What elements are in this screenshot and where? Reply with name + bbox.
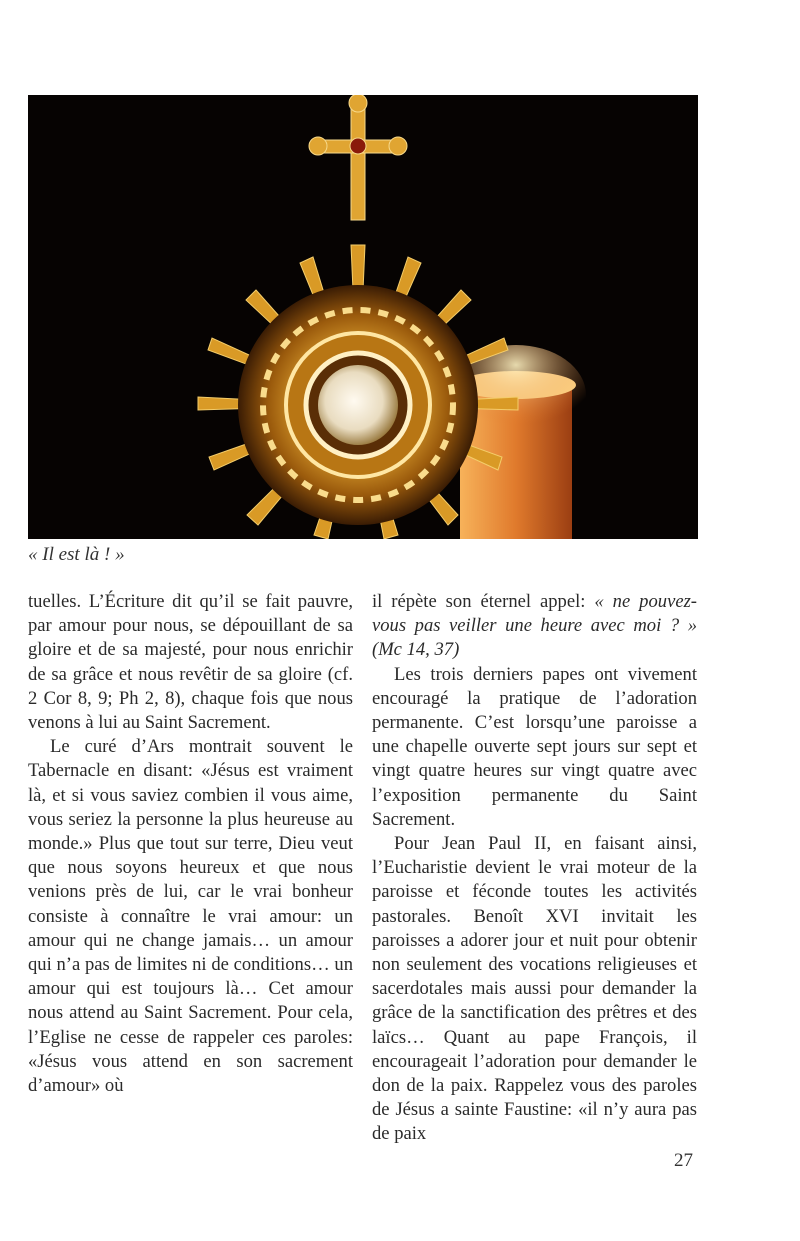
paragraph: [372, 590, 697, 663]
paragraph: Le curé d’Ars montrait souvent le Tabernacle en disant: «Jésus est vraiment là, et si vous saviez combien il vous aime, vous seriez la personne la plus heureuse au monde.» Plus que tout sur terre, Dieu veut que nous soyons heureux et que nous venions près de lui, car le vrai bonheur consiste à connaître le vrai amour: un amour qui ne change jamais… un amour qui n’a pas de limites ni de conditions… un amour qui est toujours là… Cet amour nous attend au Saint Sacrement. Pour cela, l’Eglise ne cesse de rappeler ces paroles: «Jésus vous attend en son sacrement d’amour» où: [28, 736, 353, 1097]
paragraph-text: il répète son éternel appel:: [372, 591, 595, 612]
right-column: [372, 590, 697, 1147]
photo-caption: « Il est là ! »: [28, 544, 125, 565]
monstrance-body: [238, 285, 478, 525]
monstrance-photo: [28, 95, 698, 539]
paragraph: tuelles. L’Écriture dit qu’il se fait pauvre, par amour pour nous, se dépouillant de sa gloire et de sa majesté, pour nous enrichir de sa grâce et nous revêtir de sa gloire (cf. 2 Cor 8, 9; Ph 2, 8), chaque fois que nous venons à lui au Saint Sacrement.: [28, 591, 353, 734]
paragraph: Pour Jean Paul II, en faisant ainsi, l’Eucharistie devient le vrai moteur de la paroisse et féconde toutes les activités pastorales. Benoît XVI invitait les paroisses a adorer jour et nuit pour obtenir non seulement des vocations religieuses et sacerdotales mais aussi pour demander la grâce de la sanctification des prêtres et des laïcs… Quant au pape François, il encourageait l’adoration pour demander le don de la paix. Rappelez vous des paroles de Jésus a sainte Faustine: «il n’y aura pas de paix: [372, 833, 697, 1145]
scripture-quote: « ne pouvez-vous pas veiller une heure avec moi ? » (Mc 14, 37): [372, 591, 698, 661]
left-column: [28, 590, 353, 1098]
paragraph: Les trois derniers papes ont vivement encouragé la pratique de l’adoration permanente. C’est lorsqu’une paroisse a une chapelle ouverte sept jours sur sept et vingt quatre heures sur vingt quatre avec l’exposition permanente du Saint Sacrement.: [372, 663, 697, 830]
page-number: 27: [674, 1150, 693, 1171]
